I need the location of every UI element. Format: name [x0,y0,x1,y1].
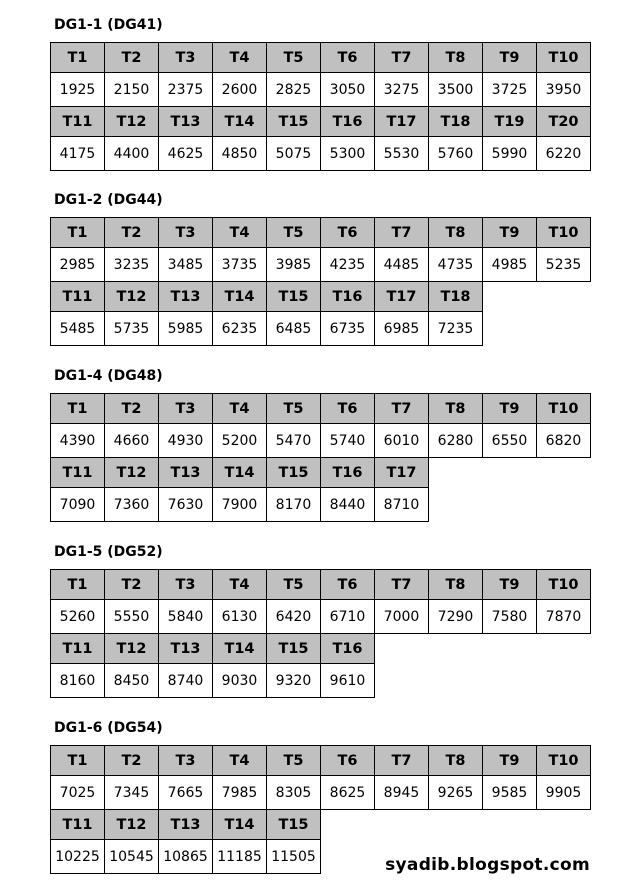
column-header: T1 [51,570,105,600]
column-header: T16 [321,634,375,664]
column-header: T10 [537,746,591,776]
table-cell: 7870 [537,600,591,634]
value-row [51,424,591,458]
table-cell: 6220 [537,137,591,171]
column-header: T10 [537,218,591,248]
price-section [50,719,591,874]
empty-cell [483,282,537,312]
column-header: T17 [375,107,429,137]
table-cell: 8945 [375,776,429,810]
table-cell: 7665 [159,776,213,810]
table-cell: 4485 [375,248,429,282]
column-header: T9 [483,218,537,248]
empty-cell [429,458,483,488]
table-cell: 4400 [105,137,159,171]
table-cell: 5075 [267,137,321,171]
column-header: T6 [321,394,375,424]
empty-cell [537,664,591,698]
column-header: T1 [51,43,105,73]
empty-cell [321,810,375,840]
column-header: T9 [483,746,537,776]
table-cell: 3050 [321,73,375,107]
empty-cell [375,810,429,840]
empty-cell [483,664,537,698]
table-cell: 5300 [321,137,375,171]
value-row [51,664,591,698]
table-cell: 2985 [51,248,105,282]
column-header: T2 [105,746,159,776]
column-header: T11 [51,282,105,312]
column-header: T15 [267,107,321,137]
table-cell: 5470 [267,424,321,458]
column-header: T14 [213,107,267,137]
table-cell: 7580 [483,600,537,634]
column-header: T12 [105,458,159,488]
column-header: T14 [213,458,267,488]
column-header: T11 [51,458,105,488]
table-cell: 3725 [483,73,537,107]
value-row [51,600,591,634]
column-header: T18 [429,107,483,137]
table-cell: 9030 [213,664,267,698]
column-header: T6 [321,218,375,248]
column-header: T12 [105,282,159,312]
table-cell: 3500 [429,73,483,107]
empty-cell [375,634,429,664]
table-cell: 5260 [51,600,105,634]
column-header: T5 [267,746,321,776]
table-cell: 10225 [51,840,105,874]
column-header: T17 [375,458,429,488]
column-header: T12 [105,810,159,840]
column-header: T7 [375,394,429,424]
column-header: T8 [429,43,483,73]
price-table [50,217,591,346]
column-header: T16 [321,458,375,488]
header-row [51,218,591,248]
empty-cell [537,634,591,664]
table-cell: 4390 [51,424,105,458]
table-cell: 5485 [51,312,105,346]
column-header: T8 [429,218,483,248]
column-header: T15 [267,458,321,488]
table-cell: 6820 [537,424,591,458]
column-header: T16 [321,282,375,312]
table-cell: 8440 [321,488,375,522]
empty-cell [429,664,483,698]
table-cell: 2150 [105,73,159,107]
column-header: T14 [213,634,267,664]
table-cell: 6985 [375,312,429,346]
column-header: T4 [213,43,267,73]
value-row [51,776,591,810]
column-header: T1 [51,218,105,248]
column-header: T8 [429,394,483,424]
table-cell: 6710 [321,600,375,634]
table-cell: 8625 [321,776,375,810]
section-title: DG1-4 (DG48) [54,368,163,384]
table-cell: 8170 [267,488,321,522]
column-header: T4 [213,218,267,248]
column-header: T10 [537,43,591,73]
table-cell: 7290 [429,600,483,634]
column-header: T1 [51,394,105,424]
empty-cell [483,634,537,664]
column-header: T5 [267,218,321,248]
column-header: T3 [159,218,213,248]
table-cell: 6010 [375,424,429,458]
table-cell: 2600 [213,73,267,107]
column-header: T3 [159,746,213,776]
table-cell: 5235 [537,248,591,282]
table-cell: 5985 [159,312,213,346]
table-cell: 7345 [105,776,159,810]
table-cell: 2825 [267,73,321,107]
table-cell: 6130 [213,600,267,634]
header-row [51,107,591,137]
table-cell: 4235 [321,248,375,282]
column-header: T15 [267,634,321,664]
table-cell: 7000 [375,600,429,634]
table-cell: 6235 [213,312,267,346]
empty-cell [537,458,591,488]
header-row [51,43,591,73]
table-cell: 4660 [105,424,159,458]
column-header: T13 [159,458,213,488]
column-header: T13 [159,107,213,137]
table-cell: 11505 [267,840,321,874]
table-cell: 7360 [105,488,159,522]
table-cell: 5550 [105,600,159,634]
column-header: T6 [321,570,375,600]
table-cell: 3735 [213,248,267,282]
header-row [51,458,591,488]
table-cell: 6485 [267,312,321,346]
table-cell: 4175 [51,137,105,171]
empty-cell [483,312,537,346]
column-header: T12 [105,634,159,664]
header-row [51,634,591,664]
column-header: T17 [375,282,429,312]
header-row [51,394,591,424]
table-cell: 8450 [105,664,159,698]
table-cell: 9905 [537,776,591,810]
empty-cell [537,488,591,522]
column-header: T7 [375,43,429,73]
column-header: T4 [213,746,267,776]
table-cell: 5735 [105,312,159,346]
table-cell: 2375 [159,73,213,107]
section-title: DG1-5 (DG52) [54,544,163,560]
column-header: T10 [537,394,591,424]
table-cell: 5530 [375,137,429,171]
empty-cell [537,810,591,840]
column-header: T12 [105,107,159,137]
column-header: T20 [537,107,591,137]
column-header: T11 [51,634,105,664]
header-row [51,282,591,312]
column-header: T4 [213,570,267,600]
section-title: DG1-2 (DG44) [54,192,163,208]
column-header: T5 [267,570,321,600]
table-cell: 5990 [483,137,537,171]
column-header: T2 [105,394,159,424]
price-section [50,543,591,698]
price-section [50,367,591,522]
table-cell: 6420 [267,600,321,634]
value-row [51,488,591,522]
table-cell: 3485 [159,248,213,282]
empty-cell [321,840,375,874]
table-cell: 1925 [51,73,105,107]
column-header: T13 [159,282,213,312]
column-header: T11 [51,107,105,137]
empty-cell [429,634,483,664]
column-header: T14 [213,282,267,312]
table-cell: 8710 [375,488,429,522]
column-header: T8 [429,570,483,600]
column-header: T7 [375,218,429,248]
column-header: T9 [483,394,537,424]
table-cell: 5760 [429,137,483,171]
table-cell: 7900 [213,488,267,522]
column-header: T6 [321,43,375,73]
section-title: DG1-6 (DG54) [54,720,163,736]
table-cell: 3235 [105,248,159,282]
empty-cell [375,664,429,698]
table-cell: 5740 [321,424,375,458]
column-header: T4 [213,394,267,424]
empty-cell [429,488,483,522]
empty-cell [483,810,537,840]
table-cell: 4850 [213,137,267,171]
price-section [50,16,591,171]
table-cell: 11185 [213,840,267,874]
value-row [51,312,591,346]
header-row [51,810,591,840]
table-cell: 9320 [267,664,321,698]
value-row [51,248,591,282]
table-cell: 9265 [429,776,483,810]
price-section [50,191,591,346]
column-header: T2 [105,43,159,73]
table-cell: 7025 [51,776,105,810]
empty-cell [483,488,537,522]
table-cell: 3950 [537,73,591,107]
table-cell: 6550 [483,424,537,458]
column-header: T3 [159,570,213,600]
column-header: T5 [267,43,321,73]
column-header: T9 [483,570,537,600]
table-cell: 4985 [483,248,537,282]
table-cell: 8305 [267,776,321,810]
price-table [50,393,591,522]
table-cell: 7090 [51,488,105,522]
table-cell: 3275 [375,73,429,107]
table-cell: 9585 [483,776,537,810]
table-cell: 10545 [105,840,159,874]
column-header: T11 [51,810,105,840]
header-row [51,570,591,600]
table-cell: 6280 [429,424,483,458]
column-header: T3 [159,43,213,73]
column-header: T2 [105,570,159,600]
column-header: T16 [321,107,375,137]
column-header: T19 [483,107,537,137]
table-cell: 9610 [321,664,375,698]
table-cell: 4735 [429,248,483,282]
table-cell: 4930 [159,424,213,458]
table-cell: 4625 [159,137,213,171]
column-header: T5 [267,394,321,424]
table-cell: 3985 [267,248,321,282]
column-header: T13 [159,810,213,840]
empty-cell [483,458,537,488]
column-header: T14 [213,810,267,840]
column-header: T15 [267,810,321,840]
table-cell: 5200 [213,424,267,458]
empty-cell [537,312,591,346]
column-header: T3 [159,394,213,424]
column-header: T1 [51,746,105,776]
column-header: T9 [483,43,537,73]
column-header: T10 [537,570,591,600]
column-header: T15 [267,282,321,312]
table-cell: 8740 [159,664,213,698]
price-table [50,569,591,698]
column-header: T2 [105,218,159,248]
column-header: T18 [429,282,483,312]
column-header: T7 [375,746,429,776]
table-cell: 7235 [429,312,483,346]
value-row [51,73,591,107]
column-header: T7 [375,570,429,600]
table-cell: 7630 [159,488,213,522]
column-header: T13 [159,634,213,664]
price-table [50,42,591,171]
table-cell: 10865 [159,840,213,874]
column-header: T8 [429,746,483,776]
section-title: DG1-1 (DG41) [54,17,163,33]
empty-cell [429,810,483,840]
table-cell: 8160 [51,664,105,698]
table-cell: 6735 [321,312,375,346]
watermark: syadib.blogspot.com [385,855,590,875]
value-row [51,137,591,171]
header-row [51,746,591,776]
table-cell: 5840 [159,600,213,634]
empty-cell [537,282,591,312]
table-cell: 7985 [213,776,267,810]
column-header: T6 [321,746,375,776]
